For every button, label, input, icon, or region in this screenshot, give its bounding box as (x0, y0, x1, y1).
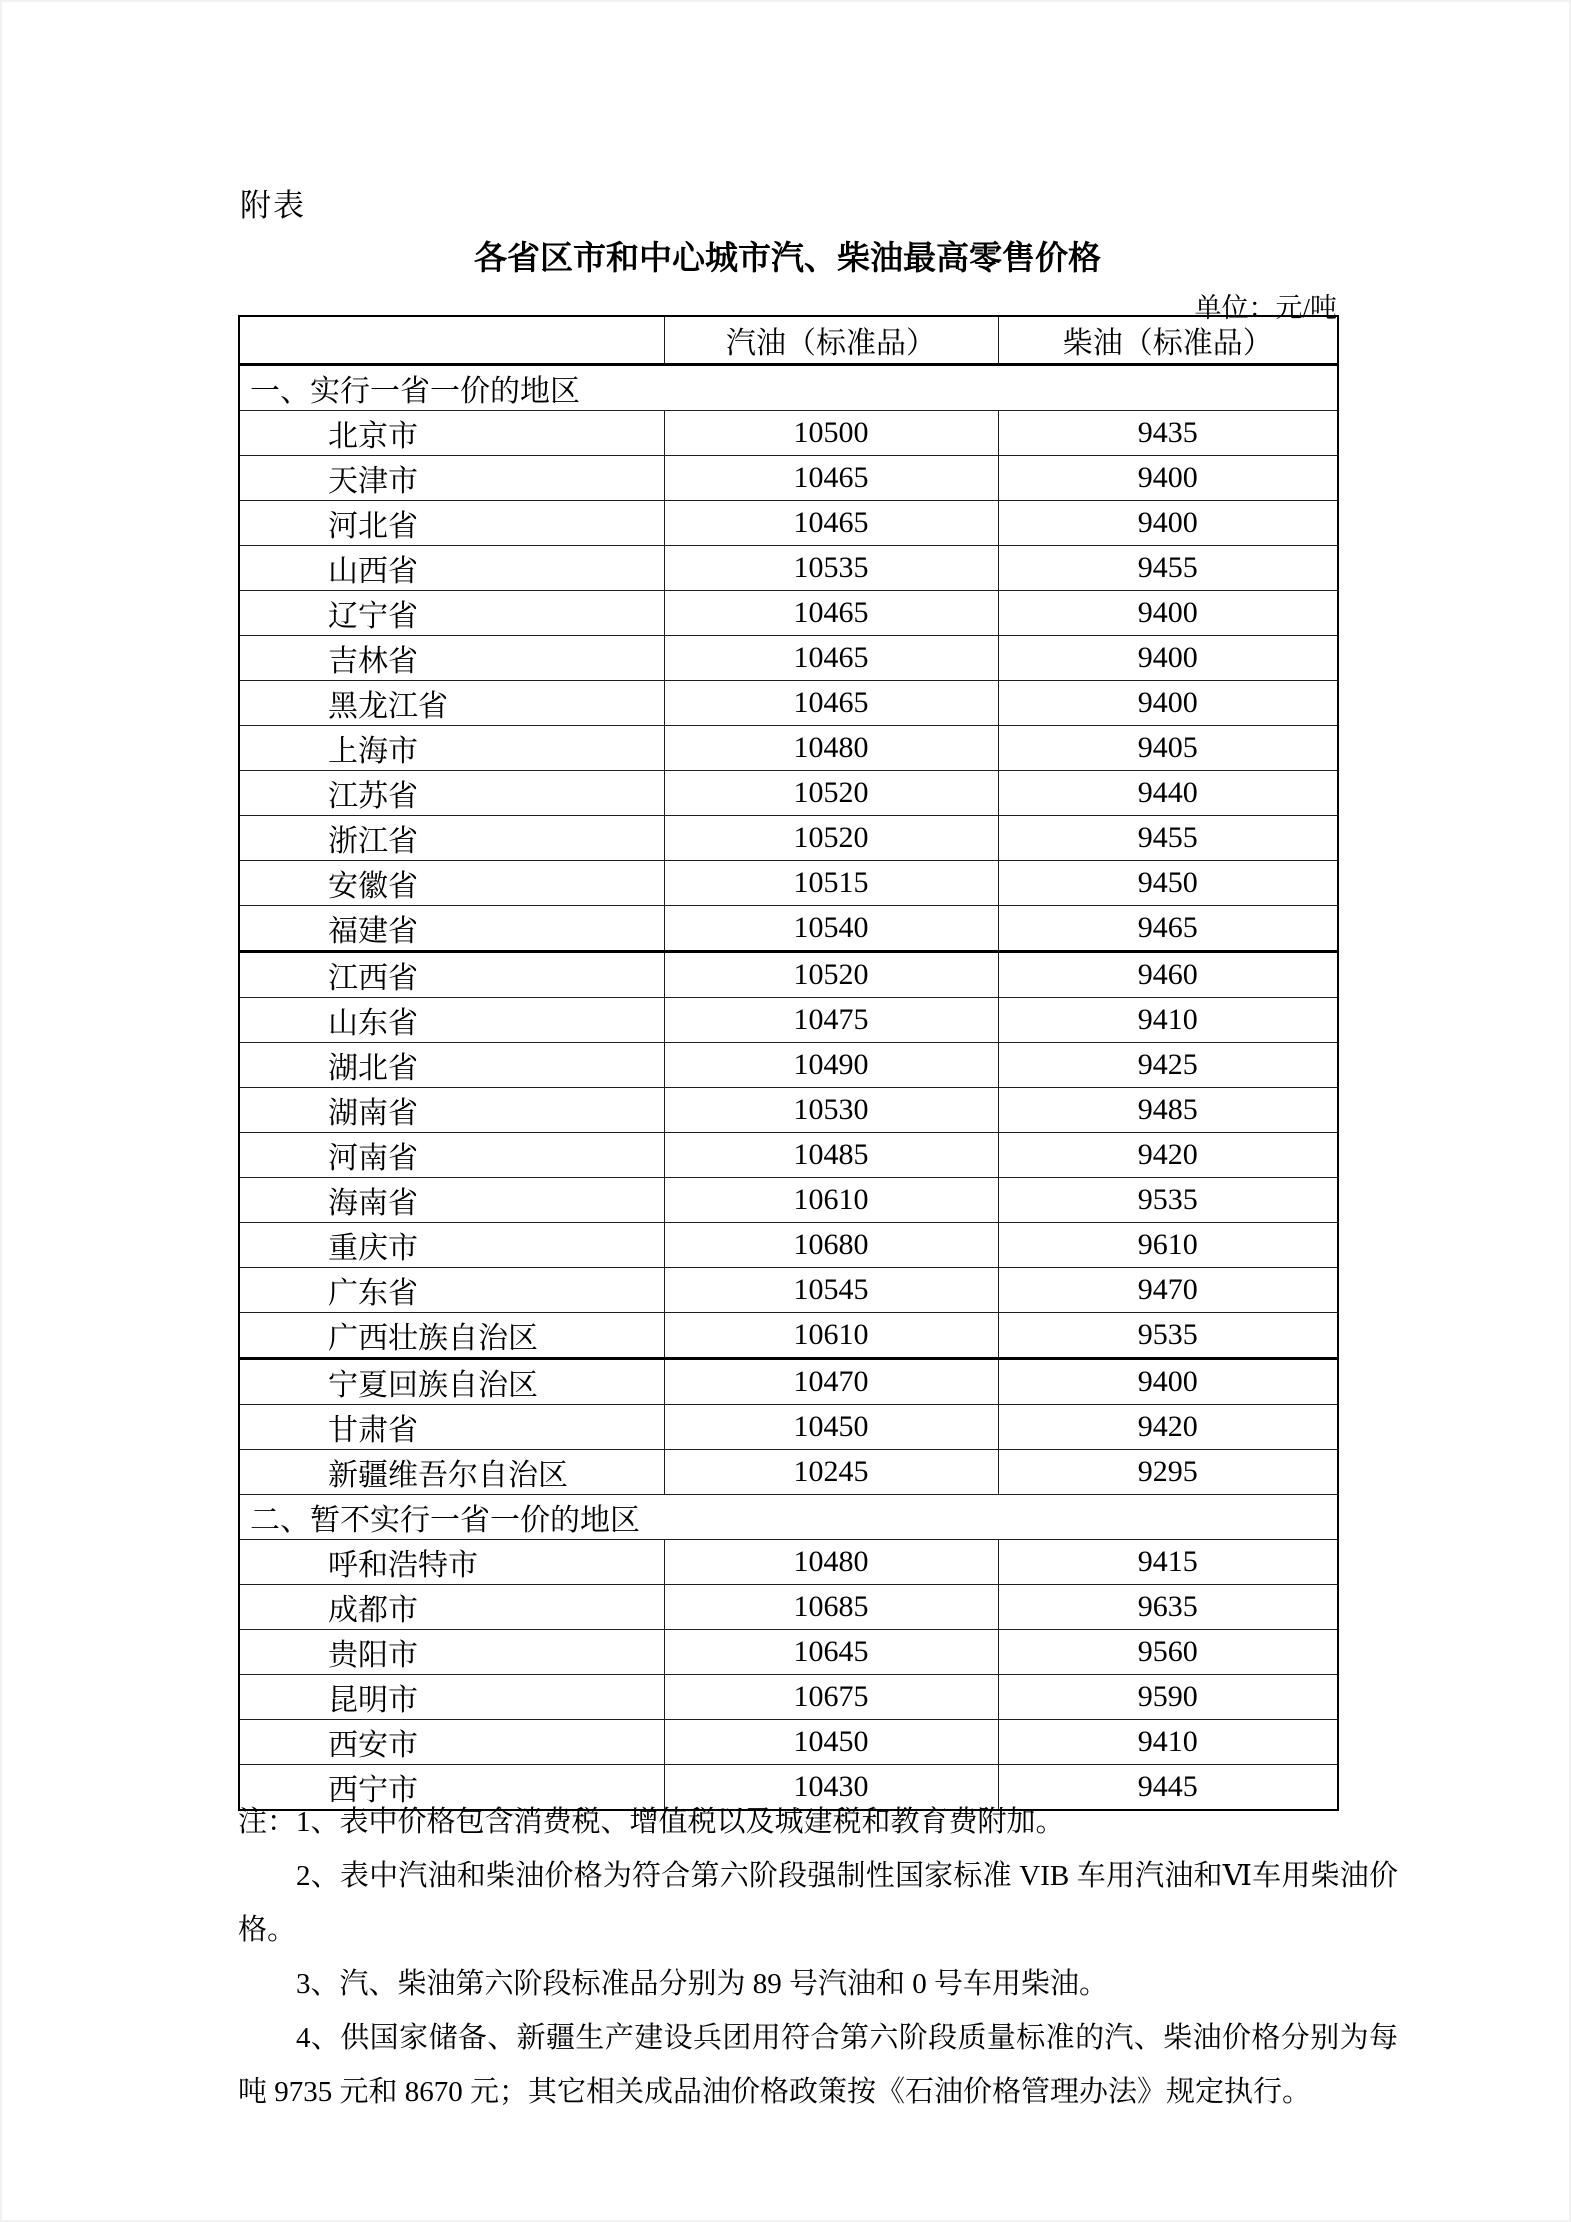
region-cell: 江西省 (239, 952, 664, 998)
gasoline-price-cell: 10520 (664, 816, 998, 861)
gasoline-price-cell: 10485 (664, 1133, 998, 1178)
region-cell: 海南省 (239, 1178, 664, 1223)
diesel-price-cell: 9415 (998, 1540, 1338, 1585)
gasoline-price-cell: 10480 (664, 726, 998, 771)
gasoline-price-cell: 10450 (664, 1720, 998, 1765)
region-cell: 辽宁省 (239, 591, 664, 636)
table-row (239, 1630, 1338, 1675)
table-row (239, 726, 1338, 771)
page-title: 各省区市和中心城市汽、柴油最高零售价格 (474, 239, 1101, 276)
unit-label: 单位：元/吨 (1194, 293, 1337, 323)
diesel-price-cell: 9400 (998, 636, 1338, 681)
diesel-price-cell: 9400 (998, 456, 1338, 501)
table-row (239, 952, 1338, 998)
table-row (239, 771, 1338, 816)
diesel-price-cell: 9420 (998, 1133, 1338, 1178)
region-cell: 河南省 (239, 1133, 664, 1178)
diesel-price-cell: 9470 (998, 1268, 1338, 1313)
table-row (239, 1585, 1338, 1630)
region-cell: 山西省 (239, 546, 664, 591)
region-cell: 呼和浩特市 (239, 1540, 664, 1585)
diesel-price-cell: 9410 (998, 998, 1338, 1043)
footnotes (238, 1795, 1398, 2119)
diesel-price-cell: 9485 (998, 1088, 1338, 1133)
table-row (239, 411, 1338, 456)
diesel-price-cell: 9435 (998, 411, 1338, 456)
table-row (239, 1313, 1338, 1359)
header-gasoline-cell: 汽油（标准品） (664, 316, 998, 365)
table-header-row (239, 316, 1338, 365)
gasoline-price-cell: 10675 (664, 1675, 998, 1720)
region-cell: 甘肃省 (239, 1405, 664, 1450)
diesel-price-cell: 9560 (998, 1630, 1338, 1675)
footnote-4: 4、供国家储备、新疆生产建设兵团用符合第六阶段质量标准的汽、柴油价格分别为每吨 9735 元和 8670 元；其它相关成品油价格政策按《石油价格管理办法》规定执行。 (238, 2022, 1398, 2108)
table-row (239, 1268, 1338, 1313)
region-cell: 重庆市 (239, 1223, 664, 1268)
diesel-price-cell: 9535 (998, 1313, 1338, 1359)
region-cell: 广东省 (239, 1268, 664, 1313)
diesel-price-cell: 9405 (998, 726, 1338, 771)
region-cell: 山东省 (239, 998, 664, 1043)
region-cell: 宁夏回族自治区 (239, 1359, 664, 1405)
gasoline-price-cell: 10500 (664, 411, 998, 456)
region-cell: 江苏省 (239, 771, 664, 816)
region-cell: 湖南省 (239, 1088, 664, 1133)
region-cell: 河北省 (239, 501, 664, 546)
table-row (239, 998, 1338, 1043)
diesel-price-cell: 9440 (998, 771, 1338, 816)
diesel-price-cell: 9420 (998, 1405, 1338, 1450)
region-cell: 西安市 (239, 1720, 664, 1765)
region-cell: 广西壮族自治区 (239, 1313, 664, 1359)
gasoline-price-cell: 10470 (664, 1359, 998, 1405)
region-cell: 浙江省 (239, 816, 664, 861)
section-header-label: 一、实行一省一价的地区 (239, 365, 1338, 411)
table-row (239, 1088, 1338, 1133)
table-row (239, 1540, 1338, 1585)
table-row (239, 546, 1338, 591)
table-row (239, 1405, 1338, 1450)
table-row (239, 591, 1338, 636)
table-row (239, 1675, 1338, 1720)
attachment-label: 附表 (240, 188, 306, 223)
region-cell: 黑龙江省 (239, 681, 664, 726)
region-cell: 福建省 (239, 906, 664, 952)
region-cell: 安徽省 (239, 861, 664, 906)
table-row (239, 1043, 1338, 1088)
section-header-row (239, 365, 1338, 411)
diesel-price-cell: 9610 (998, 1223, 1338, 1268)
region-cell: 成都市 (239, 1585, 664, 1630)
gasoline-price-cell: 10545 (664, 1268, 998, 1313)
gasoline-price-cell: 10610 (664, 1178, 998, 1223)
diesel-price-cell: 9400 (998, 501, 1338, 546)
diesel-price-cell: 9460 (998, 952, 1338, 998)
region-cell: 新疆维吾尔自治区 (239, 1450, 664, 1495)
gasoline-price-cell: 10490 (664, 1043, 998, 1088)
gasoline-price-cell: 10645 (664, 1630, 998, 1675)
region-cell: 上海市 (239, 726, 664, 771)
diesel-price-cell: 9400 (998, 681, 1338, 726)
diesel-price-cell: 9590 (998, 1675, 1338, 1720)
table-row (239, 1223, 1338, 1268)
gasoline-price-cell: 10465 (664, 681, 998, 726)
section-header-label: 二、暂不实行一省一价的地区 (239, 1495, 1338, 1540)
region-cell: 天津市 (239, 456, 664, 501)
table-row (239, 1720, 1338, 1765)
gasoline-price-cell: 10520 (664, 952, 998, 998)
table-row (239, 906, 1338, 952)
gasoline-price-cell: 10685 (664, 1585, 998, 1630)
region-cell: 湖北省 (239, 1043, 664, 1088)
price-table (238, 315, 1339, 1811)
header-diesel-cell: 柴油（标准品） (998, 316, 1338, 365)
header-region-cell (239, 316, 664, 365)
diesel-price-cell: 9455 (998, 546, 1338, 591)
region-cell: 北京市 (239, 411, 664, 456)
diesel-price-cell: 9295 (998, 1450, 1338, 1495)
diesel-price-cell: 9450 (998, 861, 1338, 906)
footnote-2: 2、表中汽油和柴油价格为符合第六阶段强制性国家标准 VIB 车用汽油和Ⅵ车用柴油价格。 (238, 1860, 1398, 1946)
gasoline-price-cell: 10540 (664, 906, 998, 952)
diesel-price-cell: 9455 (998, 816, 1338, 861)
gasoline-price-cell: 10515 (664, 861, 998, 906)
region-cell: 西宁市 (239, 1765, 664, 1811)
gasoline-price-cell: 10610 (664, 1313, 998, 1359)
gasoline-price-cell: 10480 (664, 1540, 998, 1585)
table-row (239, 636, 1338, 681)
footnote-1: 注：1、表中价格包含消费税、增值税以及城建税和教育费附加。 (238, 1806, 1065, 1838)
table-row (239, 816, 1338, 861)
diesel-price-cell: 9400 (998, 1359, 1338, 1405)
region-cell: 吉林省 (239, 636, 664, 681)
gasoline-price-cell: 10530 (664, 1088, 998, 1133)
table-row (239, 1450, 1338, 1495)
gasoline-price-cell: 10450 (664, 1405, 998, 1450)
section-header-row (239, 1495, 1338, 1540)
gasoline-price-cell: 10465 (664, 501, 998, 546)
gasoline-price-cell: 10465 (664, 591, 998, 636)
region-cell: 贵阳市 (239, 1630, 664, 1675)
gasoline-price-cell: 10465 (664, 456, 998, 501)
footnote-3: 3、汽、柴油第六阶段标准品分别为 89 号汽油和 0 号车用柴油。 (296, 1968, 1109, 2000)
gasoline-price-cell: 10430 (664, 1765, 998, 1811)
gasoline-price-cell: 10245 (664, 1450, 998, 1495)
gasoline-price-cell: 10465 (664, 636, 998, 681)
diesel-price-cell: 9425 (998, 1043, 1338, 1088)
table-row (239, 1178, 1338, 1223)
table-row (239, 1133, 1338, 1178)
gasoline-price-cell: 10680 (664, 1223, 998, 1268)
table-row (239, 501, 1338, 546)
gasoline-price-cell: 10535 (664, 546, 998, 591)
table-row (239, 861, 1338, 906)
region-cell: 昆明市 (239, 1675, 664, 1720)
table-row (239, 1359, 1338, 1405)
diesel-price-cell: 9400 (998, 591, 1338, 636)
diesel-price-cell: 9635 (998, 1585, 1338, 1630)
table-row (239, 681, 1338, 726)
diesel-price-cell: 9445 (998, 1765, 1338, 1811)
diesel-price-cell: 9535 (998, 1178, 1338, 1223)
table-row (239, 456, 1338, 501)
diesel-price-cell: 9410 (998, 1720, 1338, 1765)
diesel-price-cell: 9465 (998, 906, 1338, 952)
gasoline-price-cell: 10520 (664, 771, 998, 816)
gasoline-price-cell: 10475 (664, 998, 998, 1043)
